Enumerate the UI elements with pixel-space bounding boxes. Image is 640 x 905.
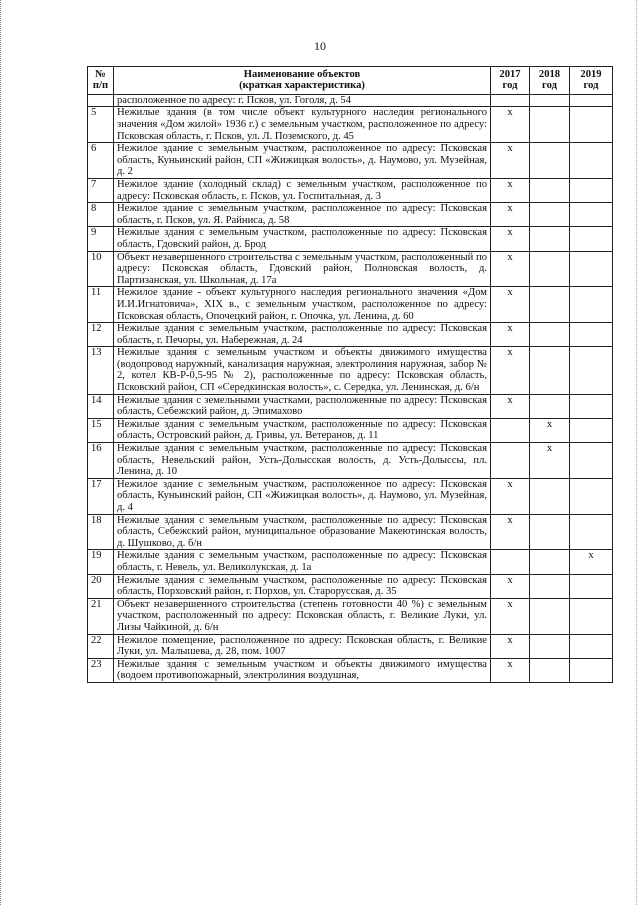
row-number: 21: [88, 598, 114, 634]
table-row: [88, 394, 613, 418]
header-name: [114, 67, 491, 95]
row-number: [88, 94, 114, 107]
row-mark-2018: [530, 178, 570, 202]
row-mark-2017: x: [491, 394, 530, 418]
row-mark-2019: [570, 443, 613, 479]
table-row: [88, 323, 613, 347]
row-mark-2017: x: [491, 634, 530, 658]
row-number: 19: [88, 550, 114, 574]
row-mark-2018: [530, 347, 570, 394]
header-year-2017-line2: год: [502, 80, 518, 92]
table-row: [88, 143, 613, 179]
scan-edge-left: [0, 0, 2, 905]
header-number: [88, 67, 114, 95]
table-row: [88, 418, 613, 442]
table-row: [88, 227, 613, 251]
table-row: [88, 658, 613, 682]
row-mark-2018: [530, 287, 570, 323]
row-description: расположенное по адресу: г. Псков, ул. Гоголя, д. 54: [114, 94, 491, 107]
row-number: 10: [88, 251, 114, 287]
row-mark-2019: [570, 251, 613, 287]
table-row: [88, 514, 613, 550]
row-description: Нежилое здание (холодный склад) с земельным участком, расположенное по адресу: Псковская область, г. Псков, ул. Госпитальная, д. 3: [114, 178, 491, 202]
header-year-2019: [570, 67, 613, 95]
row-mark-2018: [530, 203, 570, 227]
row-description: Объект незавершенного строительства с земельным участком, расположенный по адресу: Псковская область, Гдовский район, Полновская волость, д. Партизанская, ул. Школьная, д. 17а: [114, 251, 491, 287]
table-row: [88, 203, 613, 227]
row-mark-2017: x: [491, 514, 530, 550]
row-description: Нежилые здания (в том числе объект культурного наследия регионального значения «Дом жилой» 1936 г.) с земельным участком, расположенное по адресу: Псковская область, г. Псков, ул. Л. Поземского, д. 45: [114, 107, 491, 143]
header-year-2018: [530, 67, 570, 95]
header-year-2017: [491, 67, 530, 95]
header-name-line2: (краткая характеристика): [239, 80, 365, 92]
row-mark-2018: [530, 634, 570, 658]
row-mark-2018: [530, 94, 570, 107]
header-year-2018-line1: 2018: [538, 69, 561, 80]
row-description: Нежилое здание - объект культурного наследия регионального значения «Дом И.И.Игнатовича», XIX в., с земельным участком, расположенное по адресу: Псковская область, Опочецкий район, г. Опочка, ул. Ленина, д. 60: [114, 287, 491, 323]
table-row: [88, 251, 613, 287]
row-description: Объект незавершенного строительства (степень готовности 40 %) с земельным участком, расположенный по адресу: Псковская область, г. Великие Луки, ул. Лизы Чайкиной, д. 6/н: [114, 598, 491, 634]
row-mark-2017: x: [491, 323, 530, 347]
row-mark-2019: [570, 323, 613, 347]
row-mark-2017: x: [491, 347, 530, 394]
row-number: 8: [88, 203, 114, 227]
table-row: [88, 94, 613, 107]
row-description: Нежилые здания с земельным участком и объекты движимого имущества (водопровод наружный, канализация наружная, электролиния наружная, забор № 2, котел КВ-Р-0,5-95 № 2), расположенные по адресу: Псковская область, Псковский район, СП «Середкинская волость», с. Середка, ул. Ленинская, д. 6/н: [114, 347, 491, 394]
table-header: [88, 67, 613, 95]
scan-edge-right: [635, 0, 637, 905]
row-mark-2018: [530, 550, 570, 574]
row-number: 14: [88, 394, 114, 418]
row-description: Нежилое помещение, расположенное по адресу: Псковская область, г. Великие Луки, ул. Малышева, д. 28, пом. 1007: [114, 634, 491, 658]
row-mark-2017: x: [491, 143, 530, 179]
row-mark-2017: [491, 418, 530, 442]
row-number: 11: [88, 287, 114, 323]
page-number: 10: [314, 39, 326, 53]
row-number: 12: [88, 323, 114, 347]
row-mark-2017: [491, 443, 530, 479]
row-mark-2019: [570, 634, 613, 658]
table-body: [88, 94, 613, 682]
row-mark-2019: [570, 227, 613, 251]
row-mark-2019: [570, 178, 613, 202]
row-mark-2018: [530, 478, 570, 514]
row-number: 17: [88, 478, 114, 514]
row-description: Нежилые здания с земельным участком, расположенные по адресу: Псковская область, г. Печоры, ул. Набережная, д. 24: [114, 323, 491, 347]
table-row: [88, 550, 613, 574]
row-mark-2017: x: [491, 203, 530, 227]
row-mark-2019: [570, 478, 613, 514]
row-mark-2018: [530, 323, 570, 347]
row-mark-2019: [570, 418, 613, 442]
row-mark-2019: [570, 514, 613, 550]
table-row: [88, 347, 613, 394]
row-mark-2017: x: [491, 574, 530, 598]
row-mark-2018: [530, 394, 570, 418]
header-year-2017-line1: 2017: [499, 69, 521, 80]
row-mark-2017: x: [491, 478, 530, 514]
row-mark-2019: [570, 598, 613, 634]
table-row: [88, 574, 613, 598]
row-number: 5: [88, 107, 114, 143]
row-mark-2019: [570, 203, 613, 227]
row-mark-2017: x: [491, 658, 530, 682]
row-mark-2017: [491, 550, 530, 574]
table-row: [88, 287, 613, 323]
row-number: 13: [88, 347, 114, 394]
header-year-2018-line2: год: [542, 80, 557, 92]
row-mark-2017: x: [491, 287, 530, 323]
row-mark-2018: [530, 658, 570, 682]
objects-table: [87, 66, 613, 683]
row-description: Нежилые здания с земельным участком и объекты движимого имущества (водоем противопожарный, электролиния воздушная,: [114, 658, 491, 682]
row-number: 20: [88, 574, 114, 598]
header-number-line2: п/п: [92, 80, 109, 92]
row-mark-2017: x: [491, 107, 530, 143]
row-mark-2017: x: [491, 598, 530, 634]
header-number-line1: №: [95, 69, 106, 80]
row-number: 16: [88, 443, 114, 479]
row-mark-2019: [570, 287, 613, 323]
row-description: Нежилое здание с земельным участком, расположенное по адресу: Псковская область, Куньинский район, СП «Жижицкая волость», д. Наумово, ул. Музейная, д. 2: [114, 143, 491, 179]
table-row: [88, 634, 613, 658]
header-year-2019-line2: год: [583, 80, 599, 92]
row-mark-2019: [570, 394, 613, 418]
row-description: Нежилые здания с земельным участком, расположенные по адресу: Псковская область, Невельский район, Усть-Долысская волость, д. Усть-Долыссы, пл. Ленина, д. 10: [114, 443, 491, 479]
row-mark-2018: [530, 514, 570, 550]
table-row: [88, 598, 613, 634]
header-year-2019-line1: 2019: [580, 69, 602, 80]
row-number: 7: [88, 178, 114, 202]
row-mark-2018: [530, 143, 570, 179]
table-row: [88, 107, 613, 143]
table-row: [88, 478, 613, 514]
header-row: [88, 67, 613, 95]
row-mark-2019: [570, 94, 613, 107]
row-description: Нежилые здания с земельным участком, расположенные по адресу: Псковская область, Гдовский район, д. Брод: [114, 227, 491, 251]
row-mark-2018: [530, 251, 570, 287]
row-description: Нежилые здания с земельным участком, расположенные по адресу: Псковская область, Себежский район, муниципальное образование Макеютинская волость, д. Шушково, д. б/н: [114, 514, 491, 550]
row-mark-2017: x: [491, 251, 530, 287]
row-description: Нежилые здания с земельным участком, расположенные по адресу: Псковская область, Островский район, д. Гривы, ул. Ветеранов, д. 11: [114, 418, 491, 442]
header-name-line1: Наименование объектов: [243, 69, 361, 80]
row-mark-2019: [570, 143, 613, 179]
row-number: 9: [88, 227, 114, 251]
row-mark-2018: [530, 598, 570, 634]
row-mark-2018: x: [530, 418, 570, 442]
row-number: 15: [88, 418, 114, 442]
row-number: 18: [88, 514, 114, 550]
row-mark-2019: x: [570, 550, 613, 574]
row-mark-2019: [570, 658, 613, 682]
row-description: Нежилые здания с земельными участками, расположенные по адресу: Псковская область, Себежский район, д. Эпимахово: [114, 394, 491, 418]
row-description: Нежилые здания с земельным участком, расположенные по адресу: Псковская область, г. Невель, ул. Великолукская, д. 1а: [114, 550, 491, 574]
table-row: [88, 178, 613, 202]
row-mark-2018: [530, 227, 570, 251]
row-mark-2018: [530, 107, 570, 143]
row-mark-2017: [491, 94, 530, 107]
row-mark-2018: [530, 574, 570, 598]
table-row: [88, 443, 613, 479]
row-mark-2017: x: [491, 227, 530, 251]
row-description: Нежилое здание с земельным участком, расположенное по адресу: Псковская область, г. Псков, ул. Я. Райниса, д. 58: [114, 203, 491, 227]
row-description: Нежилые здания с земельным участком, расположенные по адресу: Псковская область, Порховский район, г. Порхов, ул. Старорусская, д. 35: [114, 574, 491, 598]
row-number: 22: [88, 634, 114, 658]
row-mark-2017: x: [491, 178, 530, 202]
row-mark-2019: [570, 107, 613, 143]
row-number: 6: [88, 143, 114, 179]
row-mark-2019: [570, 347, 613, 394]
row-mark-2019: [570, 574, 613, 598]
row-number: 23: [88, 658, 114, 682]
row-description: Нежилое здание с земельным участком, расположенное по адресу: Псковская область, Куньинский район, СП «Жижицкая волость», д. Наумово, ул. Музейная, д. 4: [114, 478, 491, 514]
row-mark-2018: x: [530, 443, 570, 479]
